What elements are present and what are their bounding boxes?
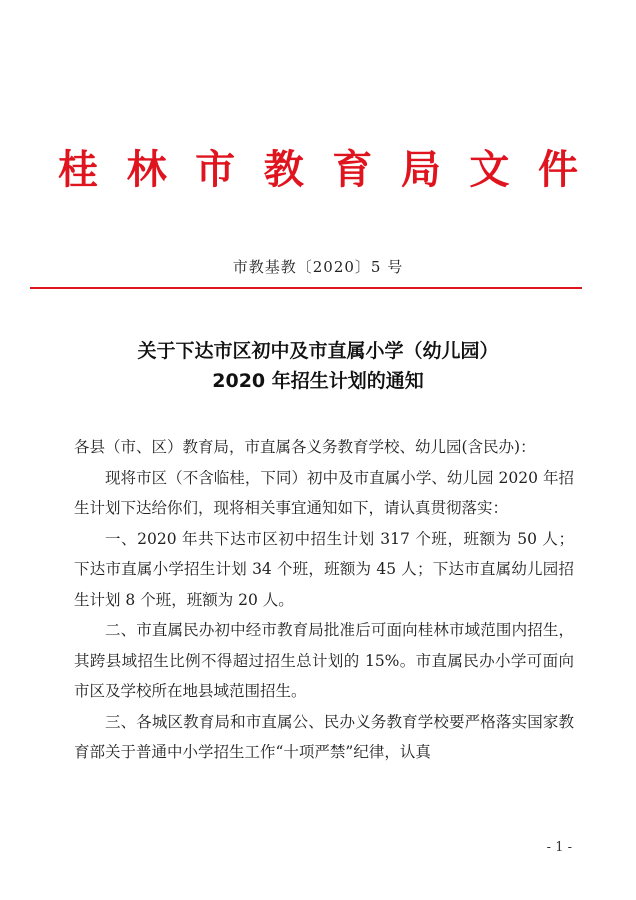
header-title-char: 林	[126, 147, 167, 193]
document-header-title	[56, 146, 580, 194]
document-body	[74, 432, 574, 768]
header-title-char: 教	[263, 147, 304, 193]
body-paragraph: 一、2020 年共下达市区初中招生计划 317 个班，班额为 50 人；下达市直属小学招生计划 34 个班，班额为 45 人；下达市直属幼儿园招生计划 8 个班，班额为 20 人。	[74, 529, 574, 609]
header-title-char: 市	[195, 147, 236, 193]
page-number: - 1 -	[546, 840, 572, 855]
header-title-char: 育	[332, 147, 373, 193]
header-title-char: 件	[537, 147, 578, 193]
notice-title-line-1: 关于下达市区初中及市直属小学（幼儿园）	[137, 340, 499, 362]
notice-title	[0, 336, 636, 396]
header-title-char: 局	[400, 147, 441, 193]
body-paragraph: 二、市直属民办初中经市教育局批准后可面向桂林市域范围内招生，其跨县域招生比例不得超过招生总计划的 15%。市直属民办小学可面向市区及学校所在地县域范围招生。	[74, 621, 574, 700]
body-paragraph: 三、各城区教育局和市直属公、民办义务教育学校要严格落实国家教育部关于普通中小学招生工作“十项严禁”纪律，认真	[74, 712, 574, 761]
salutation: 各县（市、区）教育局，市直属各义务教育学校、幼儿园(含民办)：	[74, 438, 536, 456]
body-paragraph: 现将市区（不含临桂，下同）初中及市直属小学、幼儿园 2020 年招生计划下达给你们，现将相关事宜通知如下，请认真贯彻落实：	[74, 468, 574, 517]
header-title-char: 文	[469, 147, 510, 193]
notice-title-line-2: 2020 年招生计划的通知	[212, 370, 424, 392]
document-number: 市教基教〔2020〕5 号	[232, 258, 404, 276]
header-title-char: 桂	[58, 147, 98, 193]
red-divider-line	[30, 287, 582, 289]
